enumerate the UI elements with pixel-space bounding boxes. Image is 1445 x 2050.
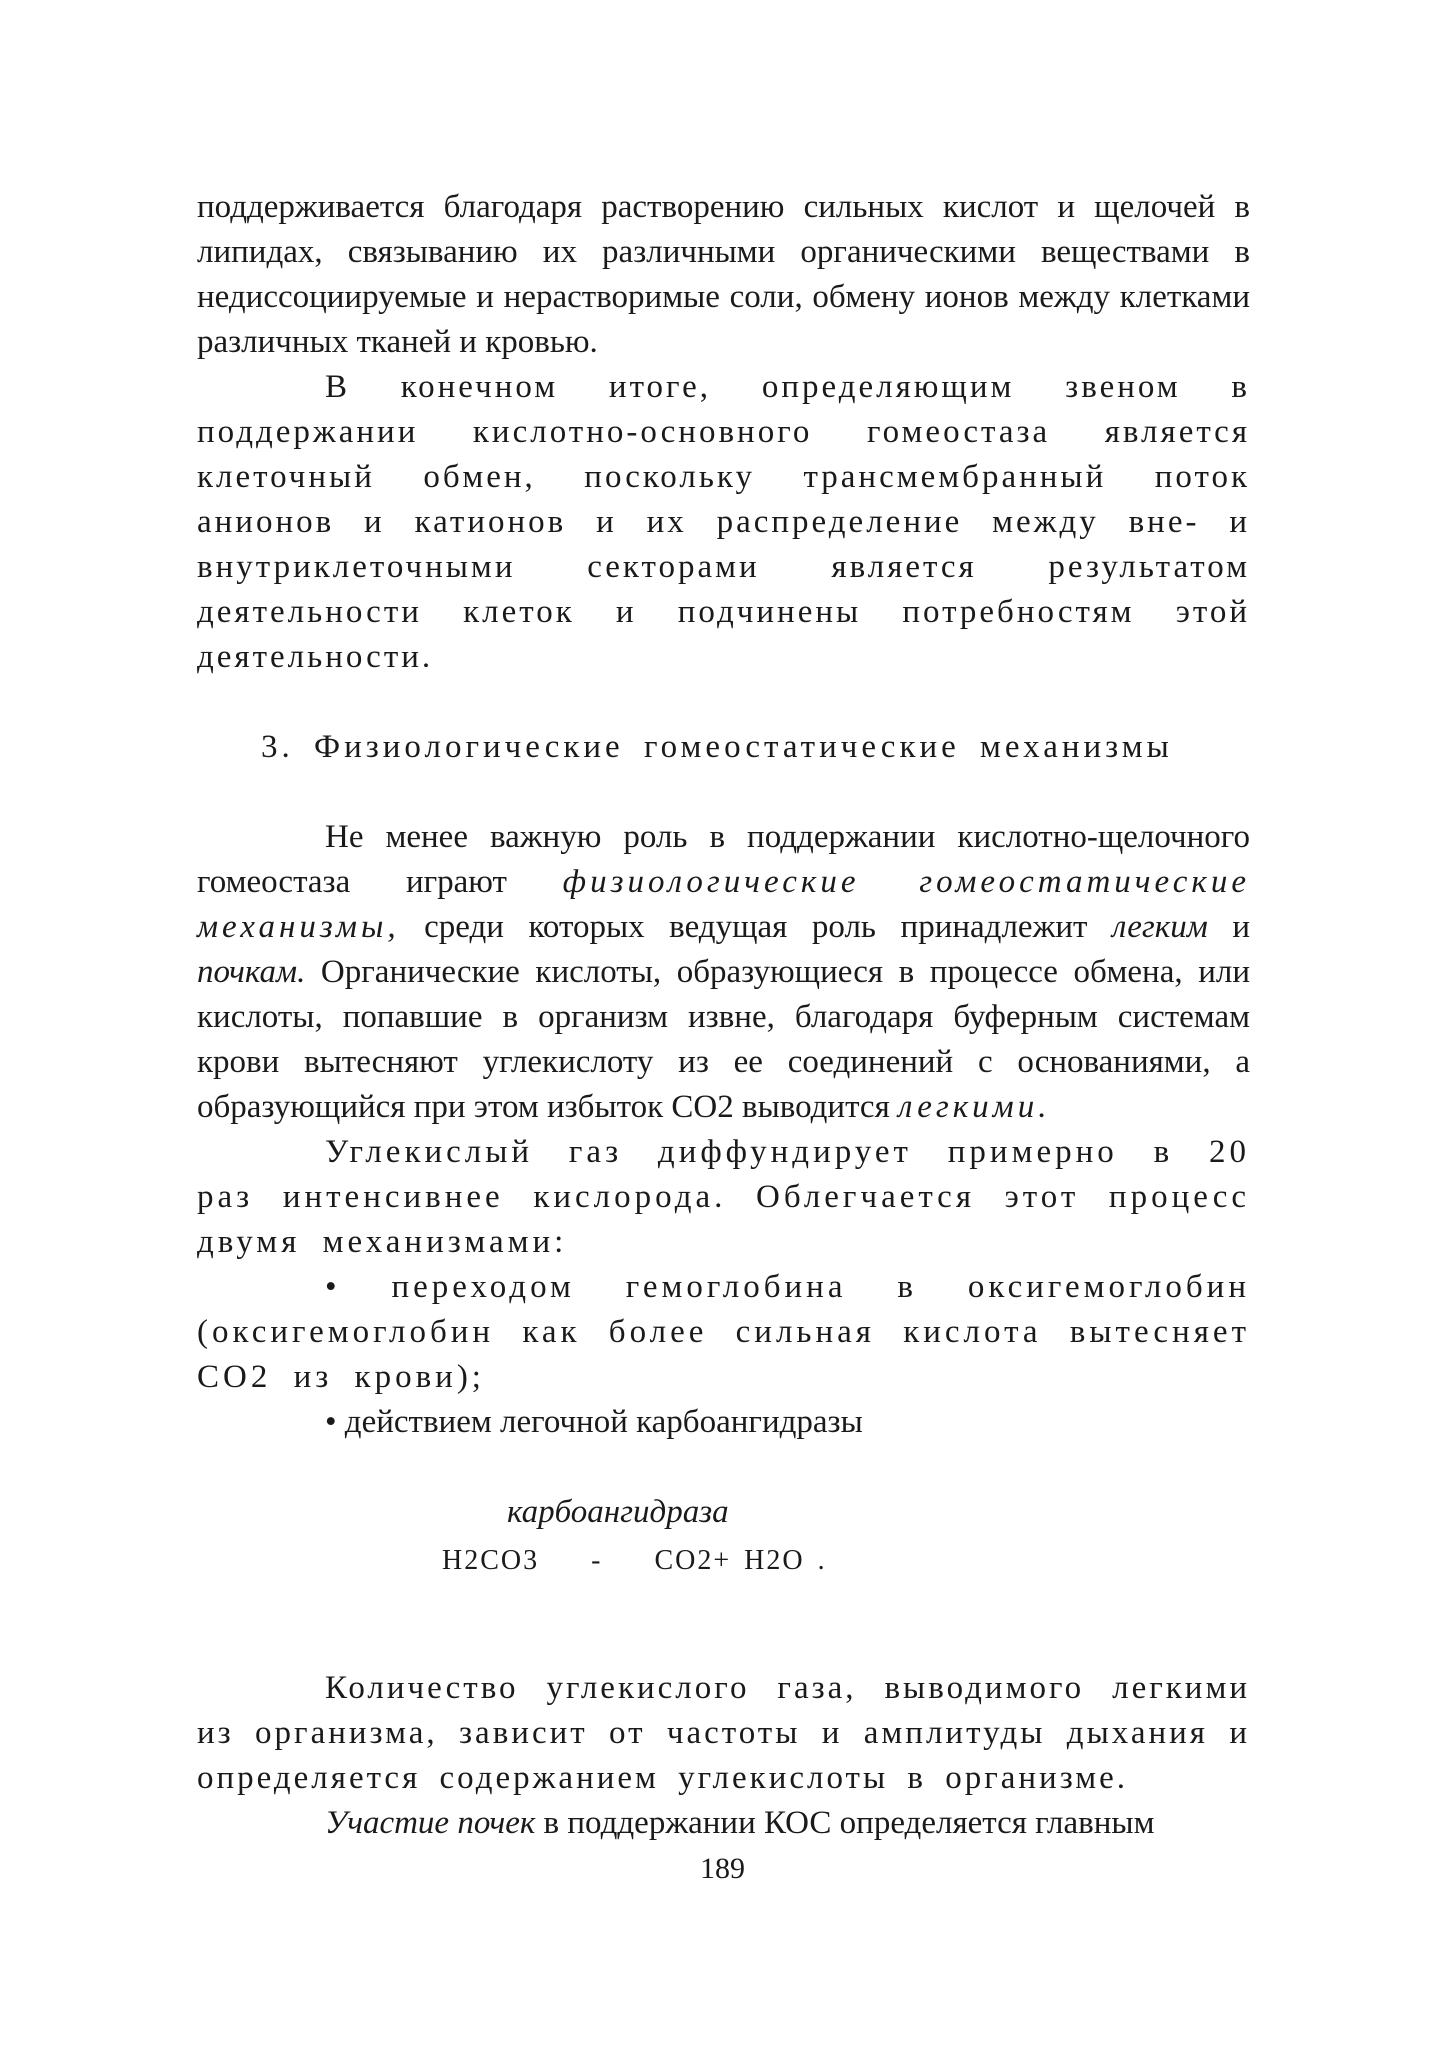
paragraph-1: поддерживается благодаря растворению сильных кислот и щелочей в липидах, связыванию их различными органическими веществами в недиссоциируемые и нерастворимые соли, обмену ионов между клетками различных тканей и кровью. — [197, 189, 1250, 360]
paragraph-3-text-3: и — [1207, 909, 1250, 945]
paragraph-2: В конечном итоге, определяющим звеном в поддержании кислотно-основного гомеостаза является клеточный обмен, поскольку трансмембранный поток анионов и катионов и их распределение между вне- и внутриклеточными секторами является результатом деятельности клеток и подчинены потребностям этой деятельности. — [197, 369, 1250, 675]
paragraph-3-emphasis-4: легкими. — [898, 1089, 1051, 1125]
paragraph-4: Углекислый газ диффундирует примерно в 20 раз интенсивнее кислорода. Облегчается этот процесс двумя механизмами: — [197, 1134, 1250, 1260]
paragraph-3 — [197, 815, 1250, 1130]
paragraph-3-emphasis-1: физиологические гомеостатические механизмы, — [197, 864, 1250, 945]
paragraph-5: Количество углекислого газа, выводимого легкими из организма, зависит от частоты и амплитуды дыхания и определяется содержанием углекислоты в организме. — [197, 1670, 1250, 1796]
bullet-item-1: • переходом гемоглобина в оксигемоглобин (оксигемоглобин как более сильная кислота вытесняет СО2 из крови); — [197, 1269, 1250, 1395]
page-body — [197, 185, 1250, 1846]
chemical-formula — [197, 1490, 1250, 1608]
paragraph-3-text-1: Не менее важную роль в поддержании кислотно-щелочного гомеостаза играют — [197, 819, 1250, 900]
paragraph-6-emphasis: Участие почек — [325, 1805, 536, 1841]
paragraph-3-emphasis-3: почкам. — [197, 954, 306, 990]
page-number: 189 — [700, 1852, 745, 1885]
paragraph-6-text: в поддержании КОС определяется главным — [535, 1805, 1155, 1841]
paragraph-3-text-4: Органические кислоты, образующиеся в процессе обмена, или кислоты, попавшие в организм извне, благодаря буферным системам крови вытесняют углекислоту из ее соединений с основаниями, а образующийся при этом избыток СО2 выводится — [197, 954, 1250, 1125]
formula-catalyst: карбоангидраза — [507, 1494, 729, 1530]
paragraph-6 — [197, 1801, 1250, 1846]
formula-equation: Н2СО3 - СО2+ Н2О . — [442, 1545, 827, 1576]
paragraph-3-emphasis-2: легким — [1112, 909, 1208, 945]
paragraph-3-text-2: среди которых ведущая роль принадлежит — [399, 909, 1113, 945]
bullet-item-2: • действием легочной карбоангидразы — [325, 1404, 863, 1440]
section-heading: 3. Физиологические гомеостатические механизмы — [261, 729, 1173, 765]
